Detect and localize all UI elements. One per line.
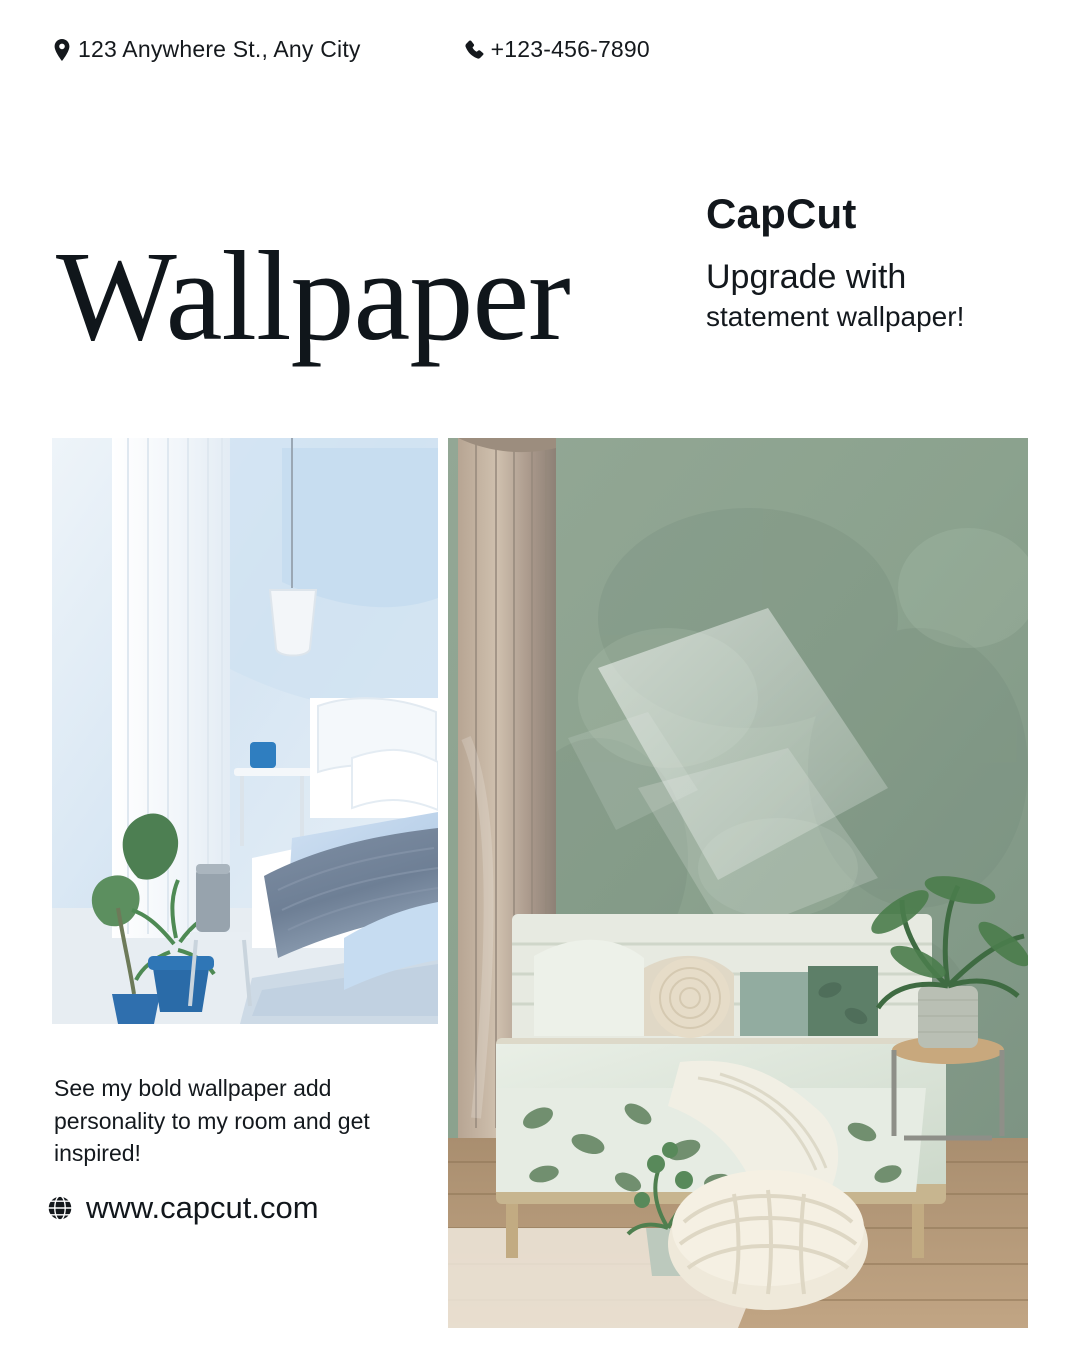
- bedroom-green-photo: [448, 438, 1028, 1328]
- address-text: 123 Anywhere St., Any City: [78, 36, 361, 62]
- phone-text: +123-456-7890: [490, 36, 650, 62]
- brand-block: [706, 192, 1026, 334]
- website-url: www.capcut.com: [86, 1190, 319, 1225]
- bedroom-blue-photo: [52, 438, 438, 1024]
- address-item: [52, 36, 361, 63]
- brand-tagline-line1: Upgrade with: [706, 258, 907, 297]
- phone-icon: [465, 38, 485, 62]
- website-line[interactable]: [46, 1190, 319, 1226]
- globe-icon: [46, 1194, 74, 1222]
- contact-bar: [52, 36, 650, 63]
- brand-tagline-line2: statement wallpaper!: [706, 301, 965, 333]
- blurb-text: See my bold wallpaper add personality to my room and get inspired!: [54, 1075, 370, 1167]
- brand-name: CapCut: [706, 190, 857, 237]
- location-pin-icon: [52, 38, 72, 62]
- page-title: Wallpaper: [56, 225, 570, 367]
- phone-item: [465, 36, 650, 63]
